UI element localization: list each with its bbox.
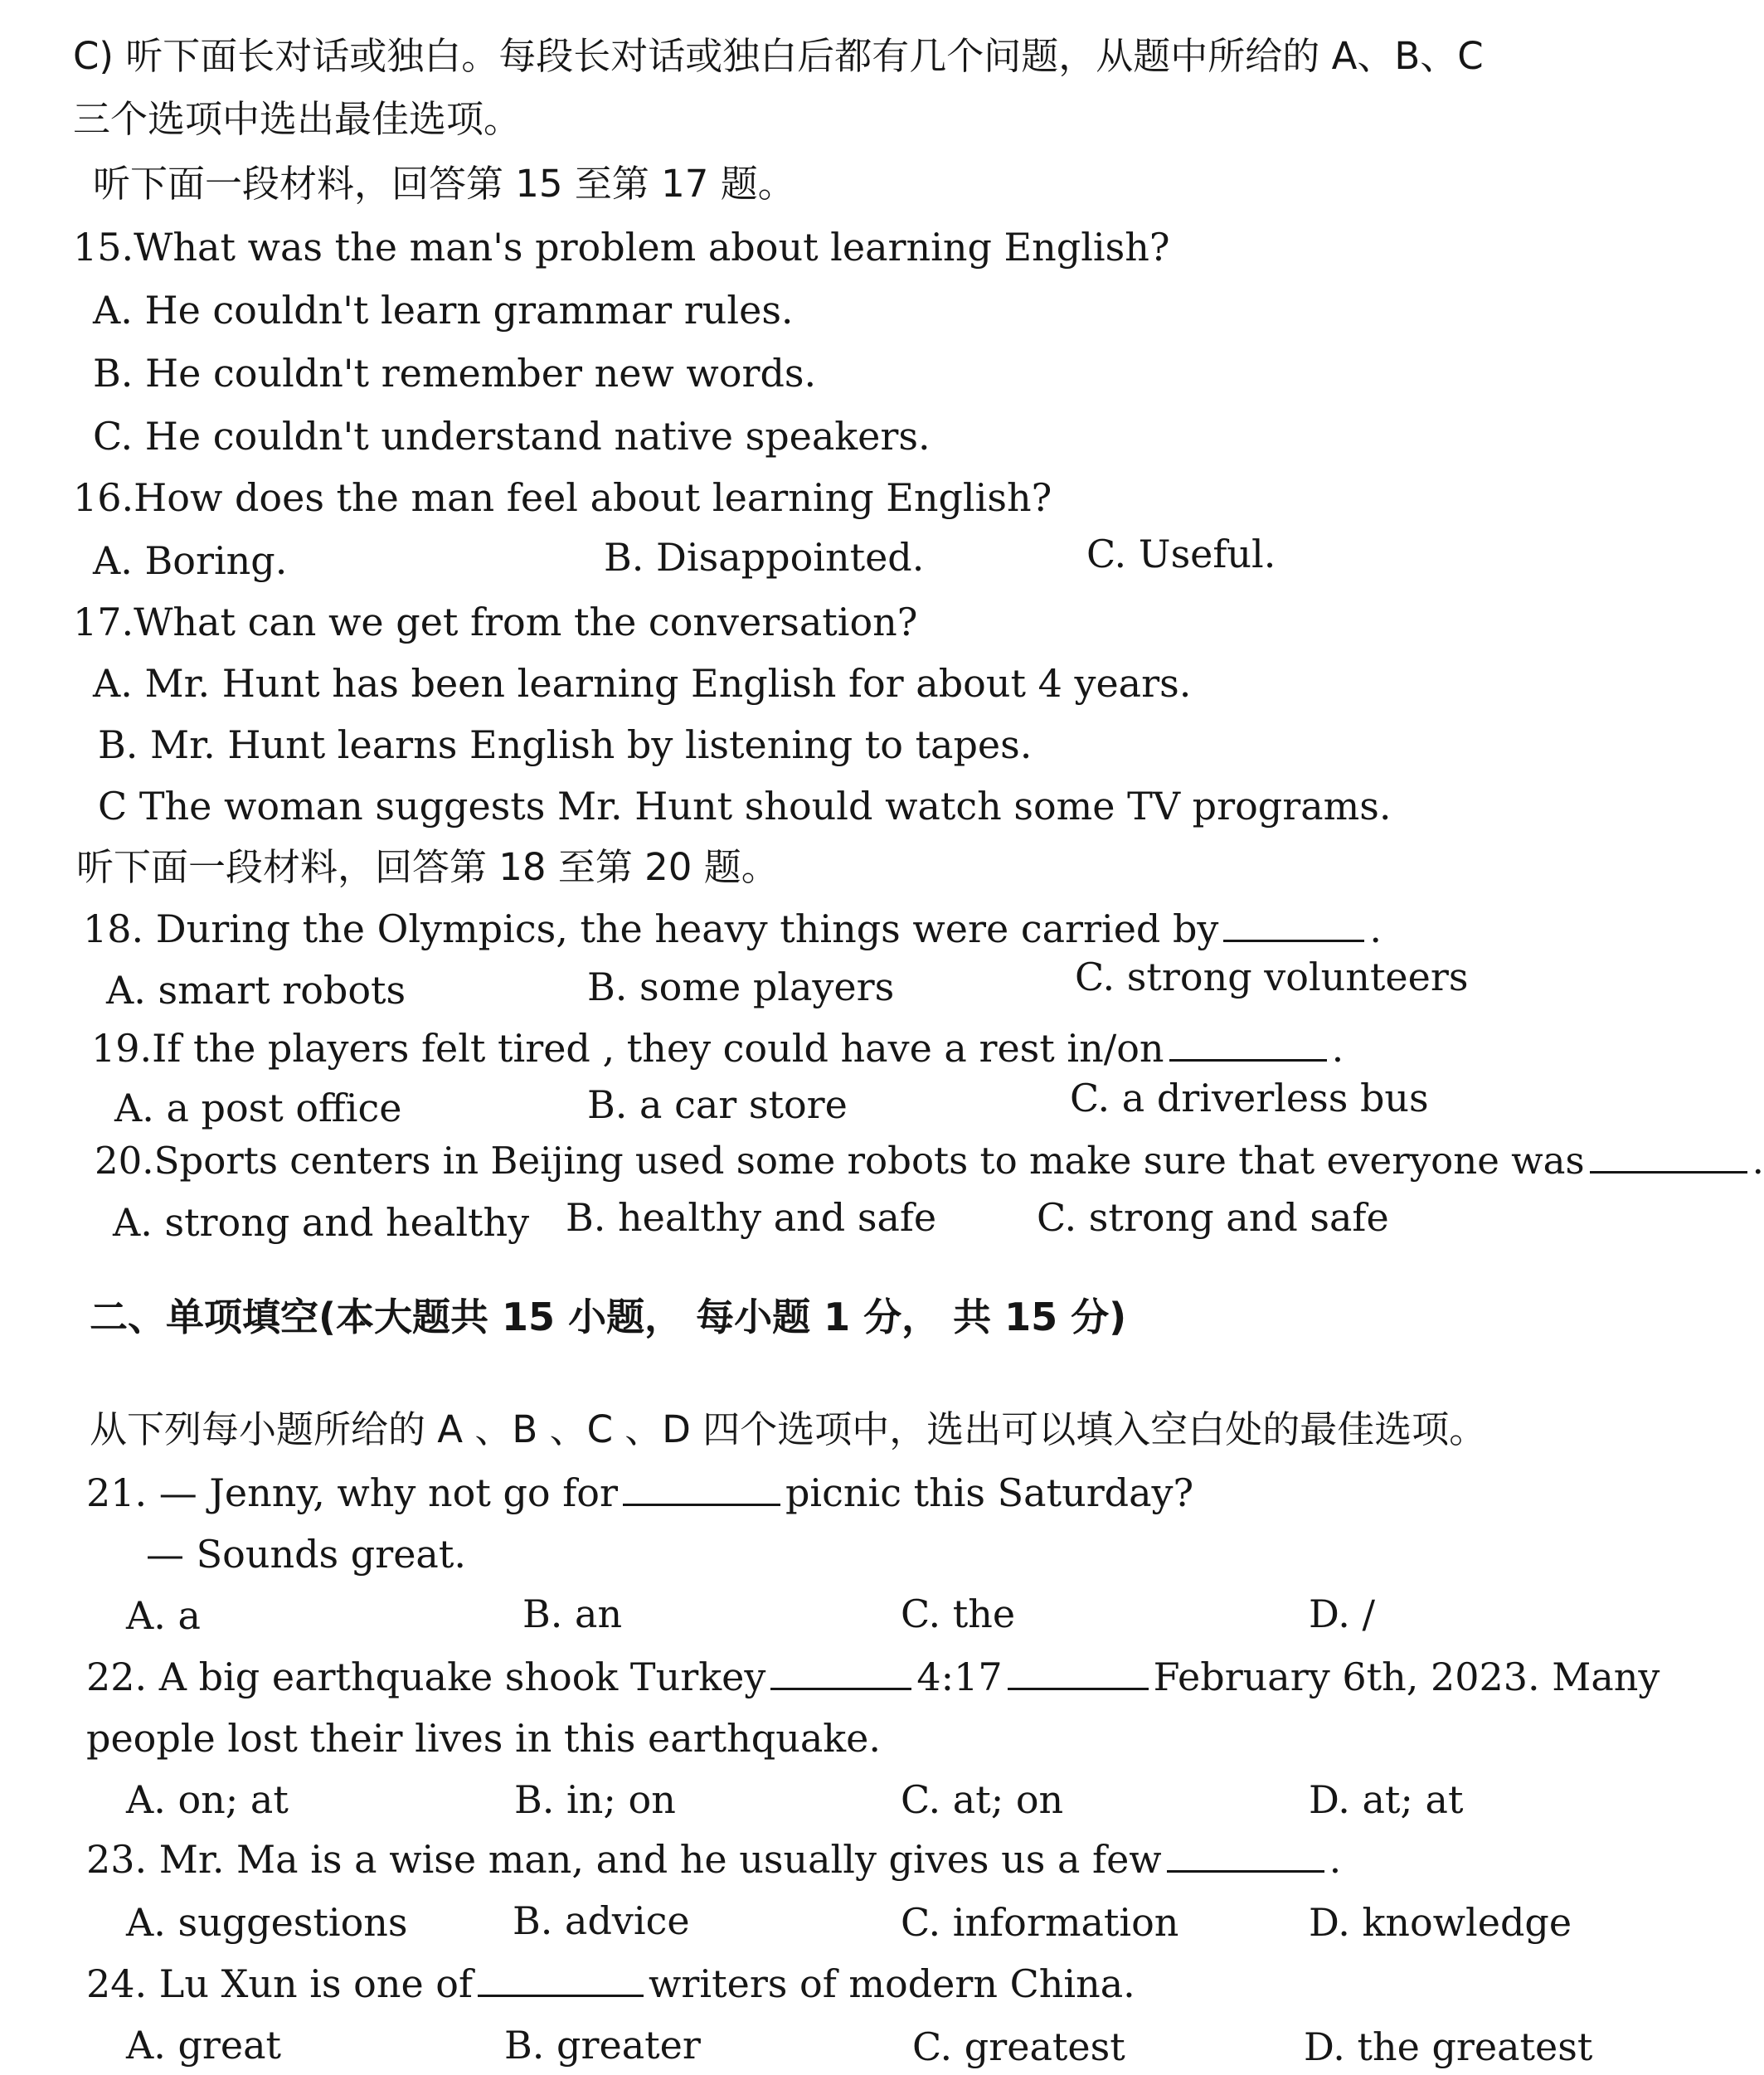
question-24-option-b: B. greater	[504, 2023, 701, 2068]
question-23-period: .	[1329, 1837, 1342, 1882]
question-21-option-c: C. the	[901, 1591, 1016, 1636]
question-21-text-post: picnic this Saturday?	[785, 1470, 1194, 1515]
question-21-text-pre: 21. — Jenny, why not go for	[86, 1470, 618, 1515]
answer-blank	[1008, 1655, 1149, 1690]
material-instruction-18-20: 听下面一段材料，回答第 18 至第 20 题。	[76, 845, 779, 889]
question-24-option-a: A. great	[126, 2023, 282, 2068]
question-15-option-b: B. He couldn't remember new words.	[93, 351, 817, 396]
answer-blank	[1169, 1026, 1327, 1062]
question-19-option-a: A. a post office	[114, 1086, 402, 1130]
question-22-option-c: C. at; on	[901, 1777, 1064, 1822]
question-17-option-c: C The woman suggests Mr. Hunt should watch some TV programs.	[98, 784, 1392, 829]
question-18-period: .	[1369, 906, 1383, 951]
question-15-option-c: C. He couldn't understand native speakers.	[93, 414, 931, 459]
question-24-stem	[86, 1961, 1135, 2007]
answer-blank	[1590, 1138, 1747, 1174]
question-18-stem	[83, 906, 1382, 952]
question-18-option-c: C. strong volunteers	[1075, 955, 1469, 999]
question-20-period: .	[1752, 1139, 1764, 1183]
question-15-option-a: A. He couldn't learn grammar rules.	[93, 288, 794, 333]
answer-blank	[770, 1655, 911, 1690]
question-22-stem-line2: people lost their lives in this earthquake.	[86, 1716, 881, 1761]
question-24-option-d: D. the greatest	[1304, 2024, 1593, 2069]
part2-instruction: 从下列每小题所给的 A 、B 、C 、D 四个选项中，选出可以填入空白处的最佳选项。	[90, 1407, 1487, 1451]
question-22-stem	[86, 1654, 1660, 1700]
question-20-option-c: C. strong and safe	[1037, 1195, 1389, 1240]
question-22-time: 4:17	[916, 1655, 1003, 1699]
answer-blank	[478, 1961, 644, 1997]
question-22-text-post: February 6th, 2023. Many	[1153, 1655, 1660, 1699]
question-20-text: 20.Sports centers in Beijing used some robots to make sure that everyone was	[95, 1139, 1585, 1183]
question-19-option-b: B. a car store	[587, 1082, 848, 1127]
question-24-text-post: writers of modern China.	[649, 1961, 1135, 2006]
question-17-option-a: A. Mr. Hunt has been learning English for about 4 years.	[93, 661, 1192, 706]
question-18-option-a: A. smart robots	[106, 968, 406, 1013]
question-19-period: .	[1331, 1026, 1344, 1071]
question-16-option-b: B. Disappointed.	[604, 535, 925, 580]
question-21-stem	[86, 1470, 1193, 1516]
question-16-stem: 16.How does the man feel about learning English?	[73, 475, 1052, 520]
question-20-stem	[95, 1138, 1764, 1184]
answer-blank	[1167, 1837, 1324, 1873]
question-18-option-b: B. some players	[587, 965, 895, 1009]
question-21-option-d: D. /	[1309, 1591, 1375, 1636]
answer-blank	[623, 1470, 780, 1506]
question-23-option-c: C. information	[901, 1900, 1179, 1945]
question-19-text: 19.If the players felt tired , they could have a rest in/on	[91, 1026, 1164, 1071]
question-16-option-c: C. Useful.	[1086, 532, 1276, 576]
question-21-option-b: B. an	[522, 1591, 623, 1636]
question-22-option-b: B. in; on	[514, 1777, 676, 1822]
question-18-text: 18. During the Olympics, the heavy things were carried by	[83, 906, 1219, 951]
question-22-text-pre: 22. A big earthquake shook Turkey	[86, 1655, 766, 1699]
section-c-intro-line2: 三个选项中选出最佳选项。	[73, 97, 522, 141]
question-21-option-a: A. a	[126, 1593, 201, 1638]
question-22-option-a: A. on; at	[126, 1777, 289, 1822]
question-20-option-a: A. strong and healthy	[113, 1200, 530, 1245]
section-c-intro-line1: C) 听下面长对话或独白。每段长对话或独白后都有几个问题，从题中所给的 A、B、C	[73, 34, 1484, 78]
question-24-text-pre: 24. Lu Xun is one of	[86, 1961, 474, 2006]
question-22-option-d: D. at; at	[1309, 1777, 1464, 1822]
question-16-option-a: A. Boring.	[93, 538, 288, 583]
question-23-option-d: D. knowledge	[1309, 1900, 1572, 1945]
question-23-text: 23. Mr. Ma is a wise man, and he usually gives us a few	[86, 1837, 1162, 1882]
question-17-option-b: B. Mr. Hunt learns English by listening to tapes.	[98, 722, 1033, 767]
question-17-stem: 17.What can we get from the conversation?	[73, 600, 918, 644]
part2-header: 二、单项填空(本大题共 15 小题， 每小题 1 分， 共 15 分)	[90, 1295, 1127, 1339]
question-19-stem	[91, 1025, 1344, 1072]
question-24-option-c: C. greatest	[912, 2024, 1125, 2069]
question-15-stem: 15.What was the man's problem about learning English?	[73, 225, 1170, 270]
question-19-option-c: C. a driverless bus	[1070, 1076, 1429, 1120]
question-21-reply: — Sounds great.	[146, 1532, 466, 1577]
material-instruction-15-17: 听下面一段材料，回答第 15 至第 17 题。	[93, 162, 795, 206]
answer-blank	[1223, 906, 1364, 942]
question-23-option-b: B. advice	[513, 1898, 690, 1943]
question-23-stem	[86, 1836, 1341, 1883]
question-20-option-b: B. healthy and safe	[566, 1195, 937, 1240]
question-23-option-a: A. suggestions	[126, 1900, 408, 1945]
